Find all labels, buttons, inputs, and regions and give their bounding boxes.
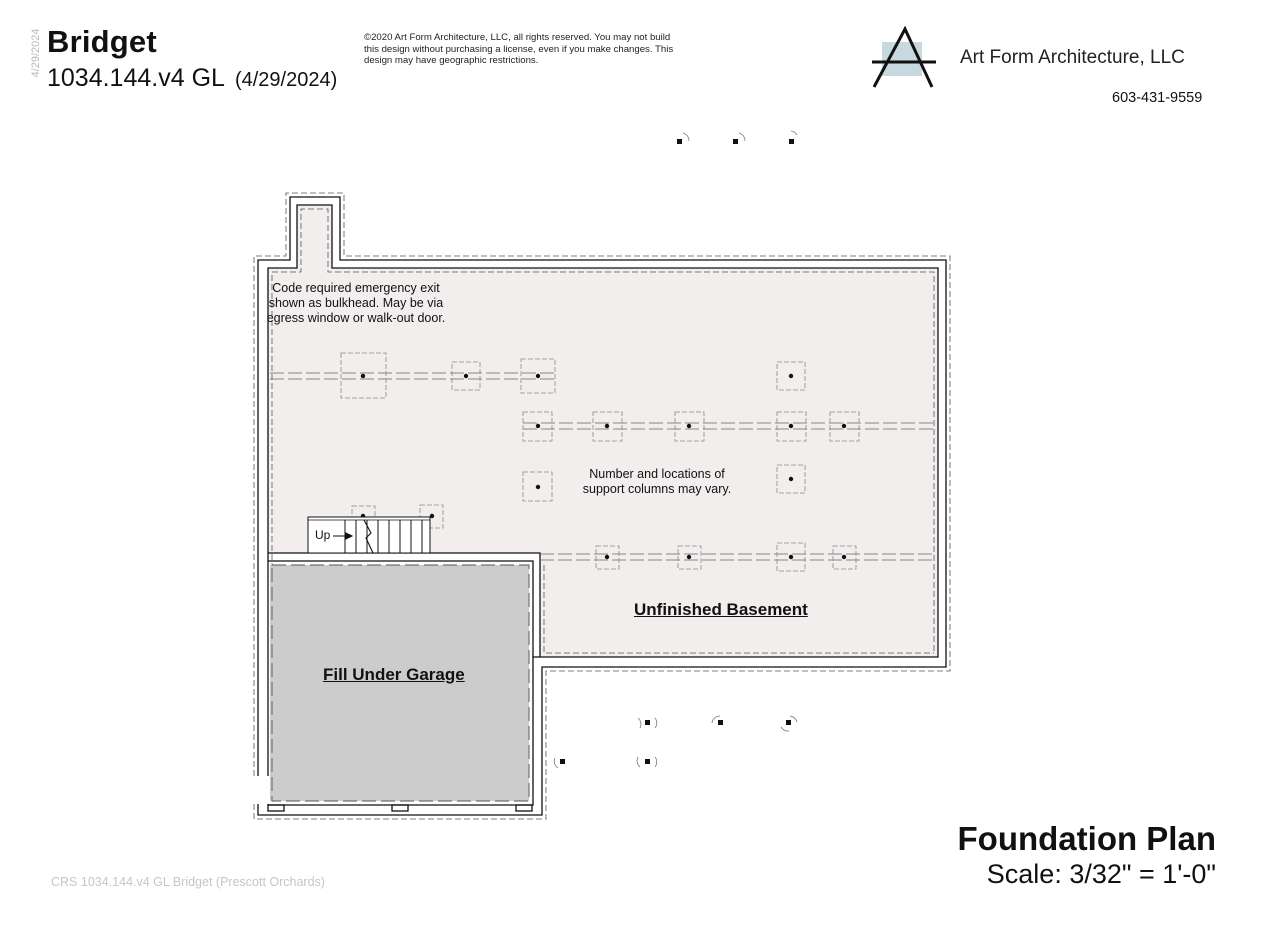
room-label-basement: Unfinished Basement: [634, 600, 808, 619]
room-label-garage: Fill Under Garage: [323, 665, 465, 684]
footer-reference: CRS 1034.144.v4 GL Bridget (Prescott Orchards): [51, 875, 325, 889]
plan-code: 1034.144.v4 GL: [47, 64, 224, 92]
drawing-title: Foundation Plan: [957, 820, 1216, 857]
stair-up-label: Up: [315, 528, 331, 542]
side-date: [24, 20, 48, 86]
firm-phone: 603-431-9559: [1112, 90, 1203, 106]
columns-note: Number and locations of support columns may vary.: [582, 467, 732, 496]
a-frame-logo-icon: [868, 26, 938, 90]
plan-code-line: [47, 64, 337, 93]
plan-date: (4/29/2024): [234, 69, 338, 91]
drawing-scale: Scale: 3/32" = 1'-0": [986, 859, 1216, 889]
side-date-text: 4/29/2024: [30, 28, 42, 78]
copyright-notice: ©2020 Art Form Architecture, LLC, all rights reserved. You may not build this design without purchasing a license, even if you make changes. This design may have geographic restrictions.: [364, 32, 674, 67]
plan-name: Bridget: [47, 24, 157, 59]
firm-name: Art Form Architecture, LLC: [960, 47, 1185, 68]
egress-note: Code required emergency exit shown as bulkhead. May be via egress window or walk-out door.: [266, 281, 446, 325]
